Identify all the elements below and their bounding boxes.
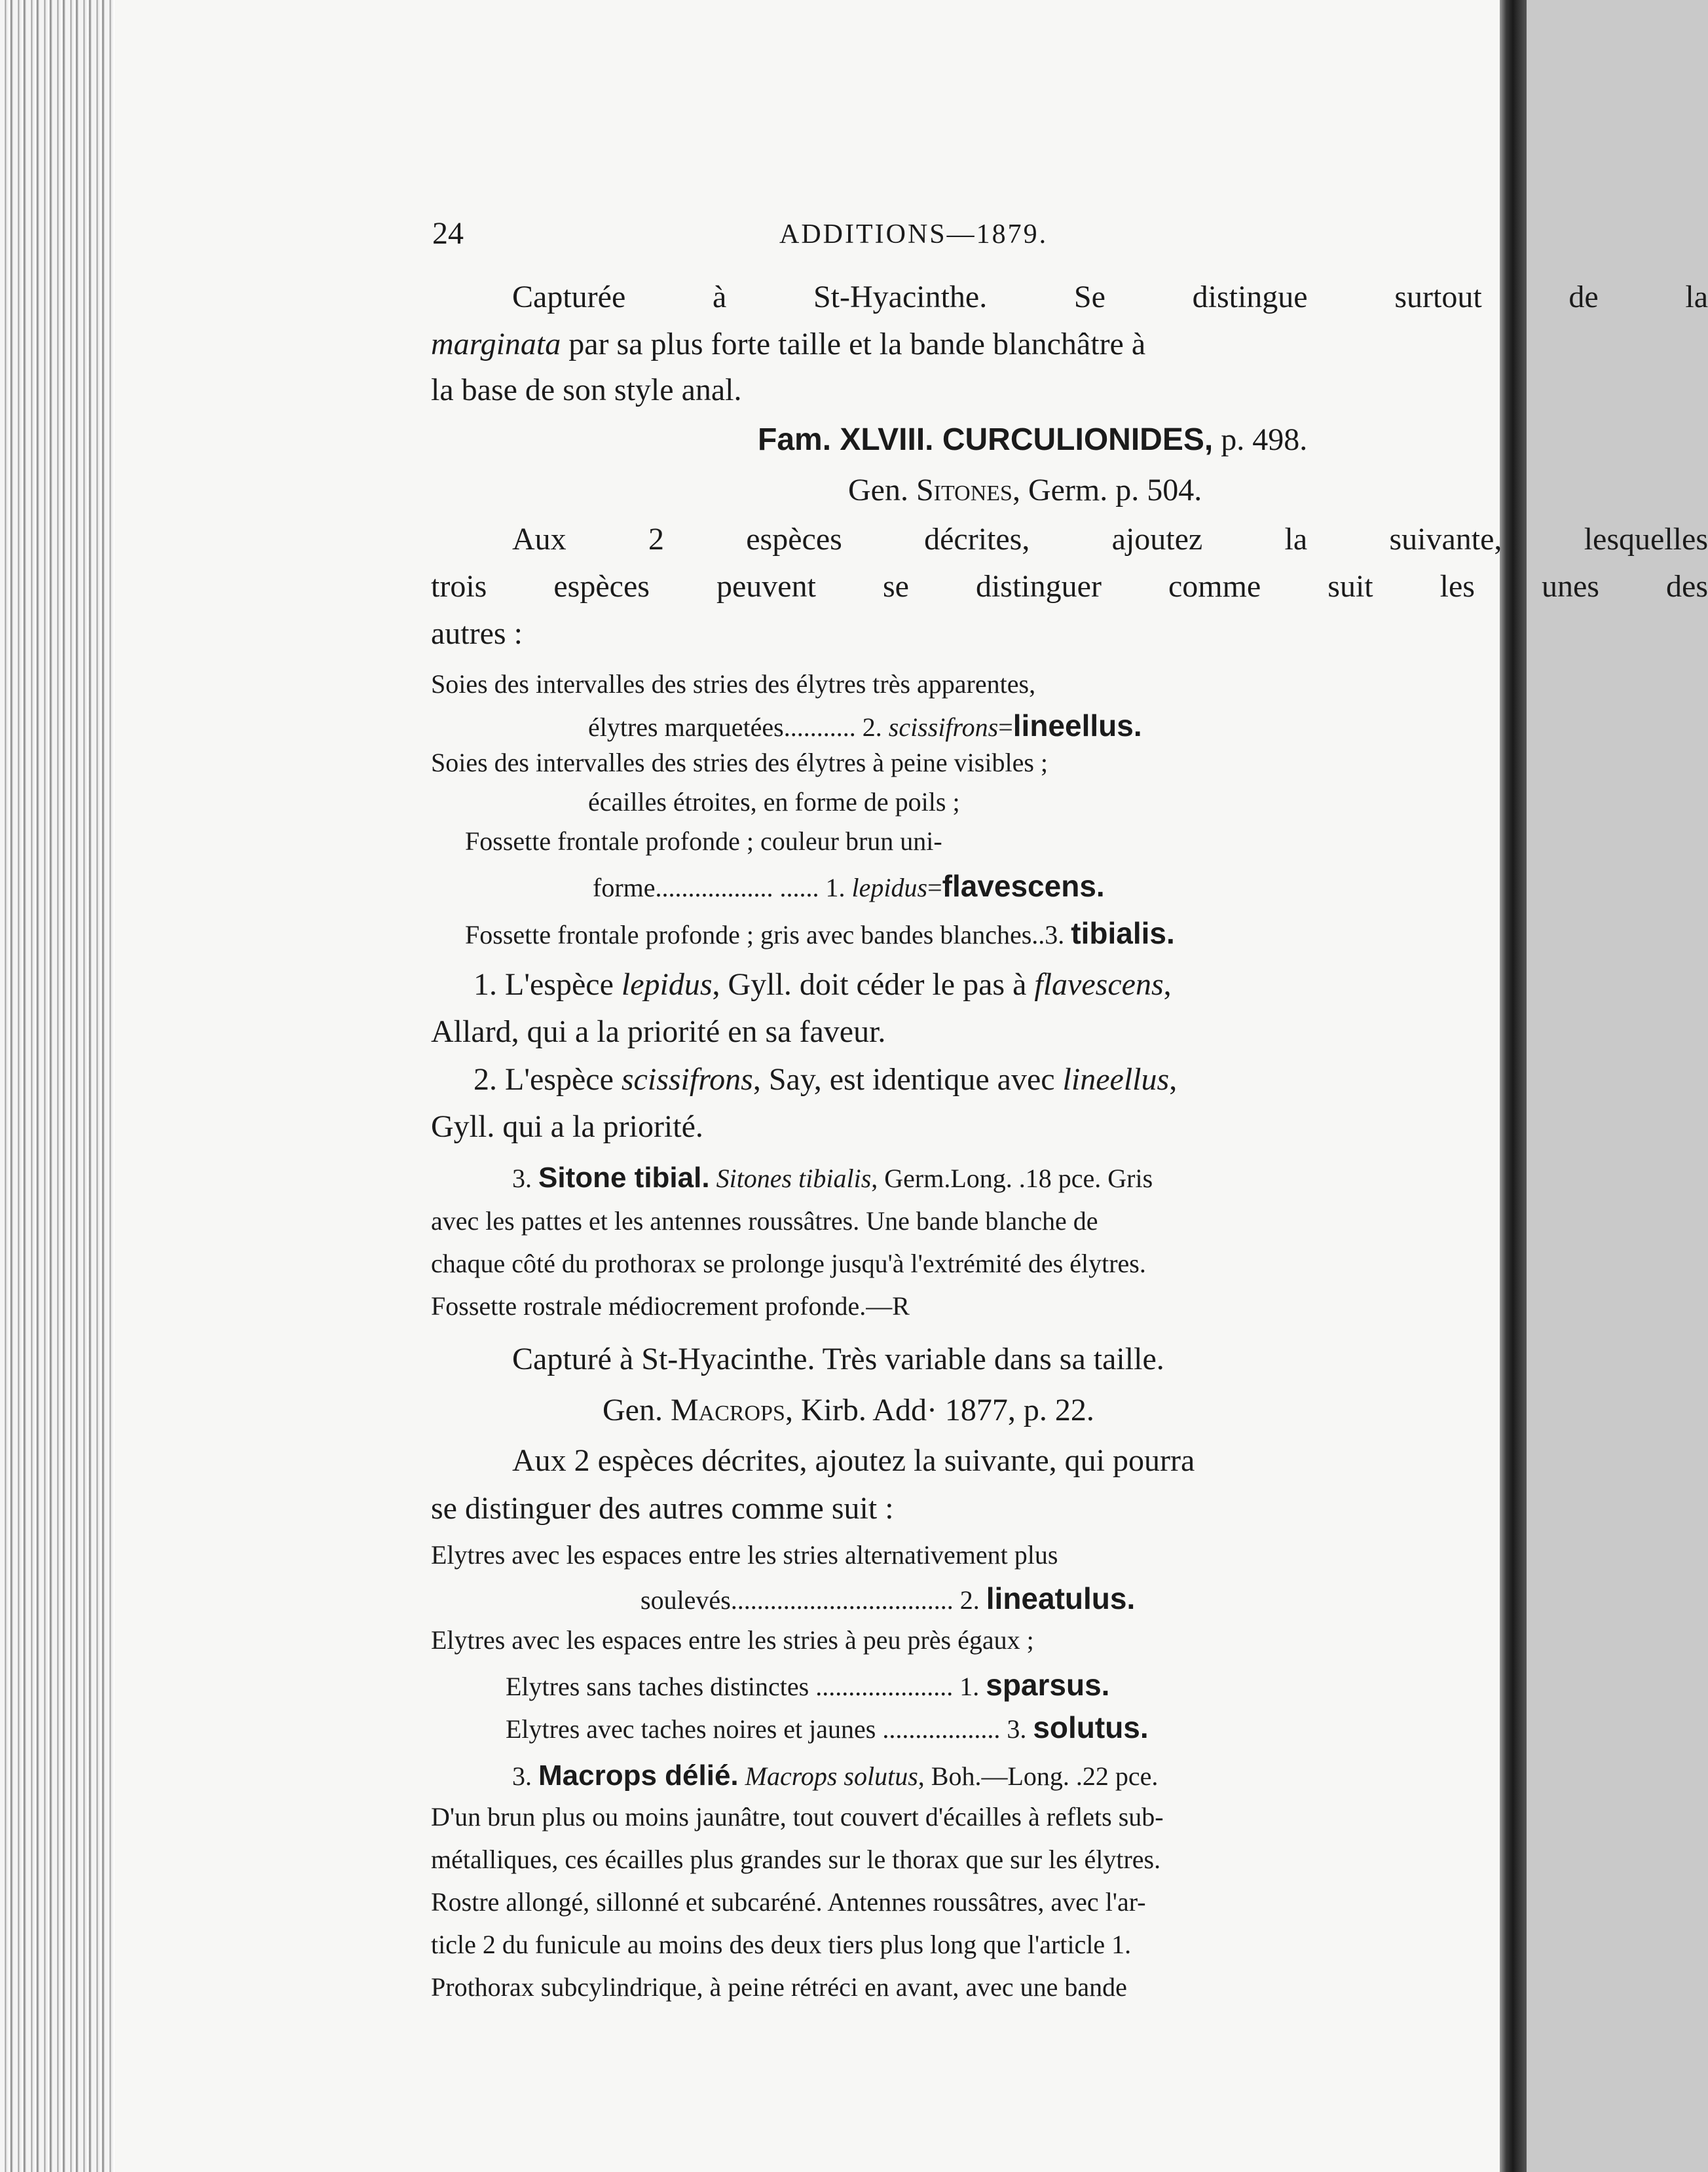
- text-run: ,: [1163, 967, 1172, 1002]
- book-page-edges: [0, 0, 115, 2172]
- genus-name: Sitones: [916, 473, 1012, 507]
- paragraph-line: Capturé à St-Hyacinthe. Très variable dans sa taille.: [512, 1342, 1164, 1376]
- text-run: soulevés.................................. 2.: [640, 1585, 986, 1615]
- paragraph-line: [431, 329, 1708, 360]
- key-line: [465, 918, 1175, 948]
- text-run: , Gyll. doit céder le pas à: [712, 967, 1035, 1002]
- species-name: flavescens.: [942, 869, 1105, 903]
- paragraph-line: Aux 2 espèces décrites, ajoutez la suivante, qui pourra: [512, 1443, 1195, 1478]
- key-line: [506, 1670, 1109, 1700]
- text-run: Fossette frontale profonde ; gris avec bandes blanches..3.: [465, 920, 1071, 949]
- paragraph-line: Capturée à St-Hyacinthe. Se distingue surtout de la: [512, 280, 1708, 314]
- species-name: sparsus.: [986, 1668, 1110, 1702]
- key-line: Soies des intervalles des stries des élytres à peine visibles ;: [431, 748, 1049, 777]
- text-run: Elytres sans taches distinctes ..................... 1.: [506, 1672, 986, 1701]
- paragraph-line: Aux 2 espèces décrites, ajoutez la suivante, lesquelles: [512, 522, 1708, 557]
- key-line: Fossette frontale profonde ; couleur brun uni-: [465, 826, 942, 856]
- taxon-name: marginata: [431, 327, 561, 361]
- text-run: par sa plus forte taille et la bande blanchâtre à: [561, 327, 1146, 361]
- species-line: Rostre allongé, sillonné et subcaréné. Antennes roussâtres, avec l'ar-: [431, 1887, 1146, 1917]
- paragraph-line: trois espèces peuvent se distinguer comme suit les unes des: [431, 569, 1708, 604]
- text-run: Gen.: [603, 1393, 671, 1427]
- text-run: Elytres avec taches noires et jaunes .................. 3.: [506, 1714, 1033, 1744]
- species-line: ticle 2 du funicule au moins des deux tiers plus long que l'article 1.: [431, 1930, 1132, 1959]
- species-common-name: Macrops délié.: [538, 1759, 739, 1792]
- species-line: D'un brun plus ou moins jaunâtre, tout couvert d'écailles à reflets sub-: [431, 1802, 1164, 1831]
- page-number: 24: [432, 216, 464, 251]
- species-name: lineatulus.: [986, 1581, 1136, 1615]
- text-run: forme.................. ...... 1.: [593, 873, 852, 902]
- key-line: [506, 1712, 1149, 1742]
- species-line: métalliques, ces écailles plus grandes sur le thorax que sur les élytres.: [431, 1845, 1161, 1874]
- species-line: avec les pattes et les antennes roussâtres. Une bande blanche de: [431, 1206, 1098, 1236]
- text-run: Gen.: [848, 473, 916, 507]
- note-line: Allard, qui a la priorité en sa faveur.: [431, 1014, 886, 1049]
- synonym-name: lepidus: [851, 873, 928, 902]
- book-gutter-edge: [1500, 0, 1527, 2172]
- paragraph-line: se distinguer des autres comme suit :: [431, 1491, 894, 1526]
- key-line: Elytres avec les espaces entre les stries à peu près égaux ;: [431, 1625, 1034, 1655]
- text-run: , Boh.—Long. .22 pce.: [918, 1761, 1159, 1791]
- family-title: Fam. XLVIII. CURCULIONIDES,: [758, 422, 1214, 457]
- key-line: écailles étroites, en forme de poils ;: [588, 787, 960, 817]
- key-line: [588, 710, 1142, 741]
- species-line: Prothorax subcylindrique, à peine rétréci en avant, avec une bande: [431, 1972, 1127, 2002]
- text-run: , Germ.Long. .18 pce. Gris: [871, 1164, 1153, 1193]
- paragraph-line: la base de son style anal.: [431, 373, 742, 407]
- text-run: =: [998, 712, 1013, 742]
- taxon-name: lepidus: [621, 967, 713, 1002]
- species-line: [512, 1164, 1153, 1192]
- text-run: , Say, est identique avec: [752, 1062, 1063, 1097]
- text-run: 2. L'espèce: [473, 1062, 622, 1097]
- synonym-name: scissifrons: [888, 712, 999, 742]
- taxon-name: flavescens: [1034, 967, 1164, 1002]
- key-line: [640, 1583, 1135, 1613]
- taxon-name: lineellus: [1062, 1062, 1170, 1097]
- text-run: , Kirb. Add· 1877, p. 22.: [785, 1393, 1094, 1427]
- key-line: Elytres avec les espaces entre les stries alternativement plus: [431, 1540, 1058, 1570]
- text-run: 3.: [512, 1164, 538, 1193]
- taxon-name: Sitones tibialis: [709, 1164, 872, 1193]
- species-name: tibialis.: [1071, 916, 1175, 950]
- family-heading: [758, 424, 1307, 456]
- note-line: Gyll. qui a la priorité.: [431, 1109, 703, 1144]
- key-line: Soies des intervalles des stries des élytres très apparentes,: [431, 669, 1036, 699]
- genus-name: Macrops: [670, 1393, 785, 1427]
- note-line: [473, 969, 1172, 1001]
- species-line: Fossette rostrale médiocrement profonde.—R: [431, 1291, 910, 1321]
- text-run: 3.: [512, 1761, 538, 1791]
- running-title: ADDITIONS—1879.: [779, 219, 1049, 249]
- species-name: lineellus.: [1012, 709, 1142, 743]
- species-name: solutus.: [1033, 1710, 1149, 1744]
- text-run: élytres marquetées........... 2.: [588, 712, 889, 742]
- note-line: [473, 1064, 1177, 1095]
- text-run: =: [927, 873, 942, 902]
- species-line: [512, 1761, 1158, 1790]
- species-common-name: Sitone tibial.: [538, 1162, 710, 1194]
- family-page-ref: p. 498.: [1213, 422, 1308, 457]
- species-line: chaque côté du prothorax se prolonge jusqu'à l'extrémité des élytres.: [431, 1249, 1146, 1278]
- paragraph-line: autres :: [431, 616, 523, 651]
- taxon-name: Macrops solutus: [738, 1761, 918, 1791]
- text-run: 1. L'espèce: [473, 967, 622, 1002]
- text-run: , Germ. p. 504.: [1012, 473, 1202, 507]
- key-line: [593, 871, 1105, 901]
- genus-heading: [848, 475, 1202, 506]
- taxon-name: scissifrons: [621, 1062, 753, 1097]
- genus-heading: [603, 1395, 1094, 1426]
- text-run: ,: [1169, 1062, 1178, 1097]
